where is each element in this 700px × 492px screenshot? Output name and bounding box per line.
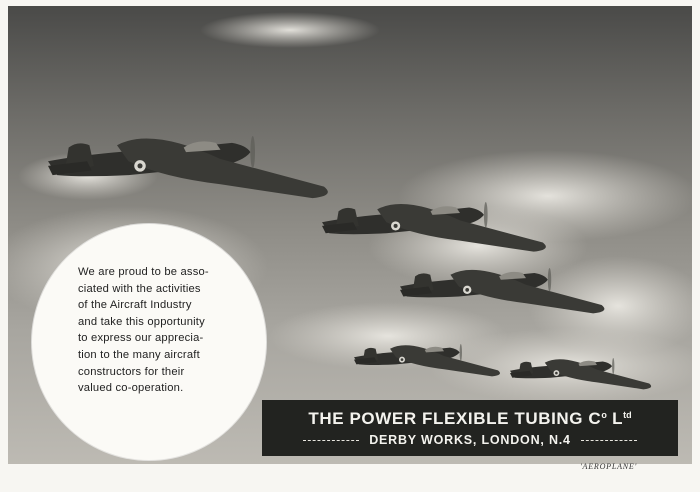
company-name-main: THE POWER FLEXIBLE TUBING C — [308, 409, 602, 428]
company-address: DERBY WORKS, LONDON, N.4 — [369, 433, 571, 447]
company-name-l: L — [606, 409, 624, 428]
company-banner — [262, 400, 678, 456]
right-dash-rule — [581, 440, 637, 441]
publication-credit: 'AEROPLANE' — [580, 462, 638, 471]
left-dash-rule — [303, 440, 359, 441]
message-text: We are proud to be asso- ciated with the activities of the Aircraft Industry and take this opportunity to express our apprecia- tion to the many aircraft constructors for their valued co-operation. — [78, 266, 209, 395]
company-name-o: o — [601, 410, 607, 420]
company-name — [262, 409, 678, 429]
company-address-row — [262, 433, 678, 447]
company-name-td: td — [623, 410, 632, 420]
